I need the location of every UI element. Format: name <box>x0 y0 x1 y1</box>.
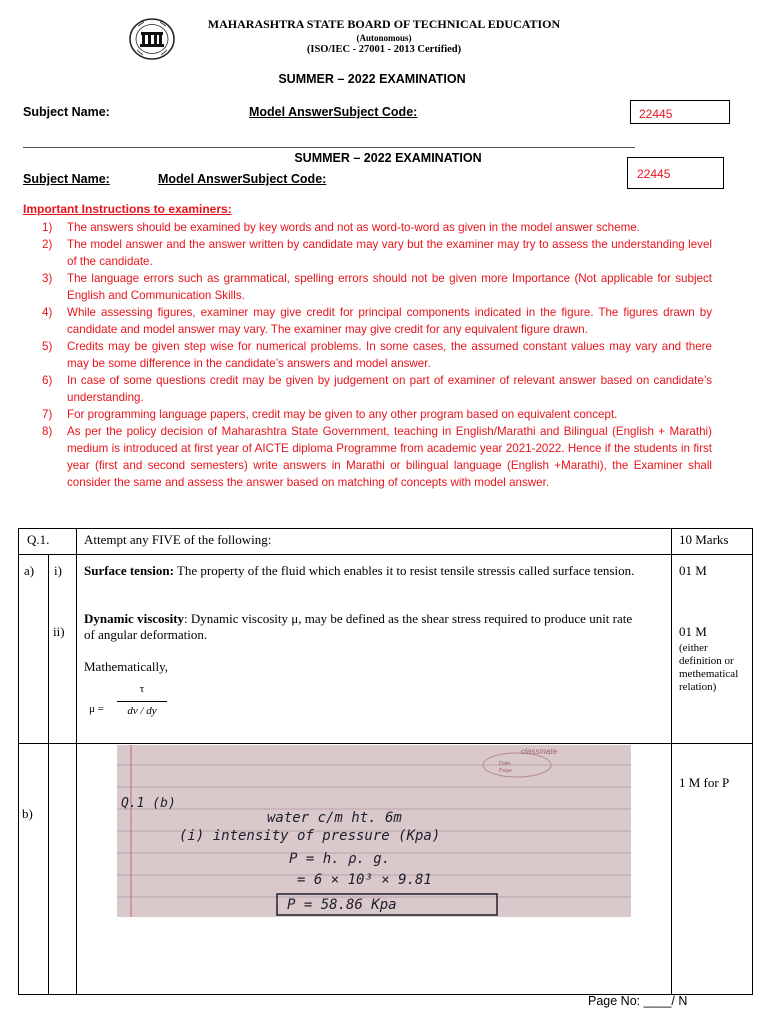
dynamic-viscosity-definition: Dynamic viscosity: Dynamic viscosity μ, may be defined as the shear stress required to produce unit rate of angular deformation. <box>84 611 633 642</box>
model-answer-label: Model AnswerSubject Code: <box>249 105 418 119</box>
table-border-right <box>752 528 753 994</box>
handwritten-answer-image <box>117 745 631 917</box>
handwriting-line: (i) intensity of pressure (Kpa) <box>179 828 441 844</box>
notebook-page-label: Page <box>499 768 512 774</box>
header-divider <box>23 147 635 148</box>
org-name: MAHARASHTRA STATE BOARD OF TECHNICAL EDUCATION <box>207 17 561 31</box>
marks-part-i: 01 M <box>679 563 707 578</box>
instructions-title: Important Instructions to examiners: <box>23 202 232 216</box>
mathematically-label: Mathematically, <box>84 659 168 674</box>
handwriting-question-ref: Q.1 (b) <box>121 796 176 811</box>
notebook-date-label: Date <box>499 761 511 767</box>
instructions-list <box>42 219 712 491</box>
instruction-item: 8) As per the policy decision of Maharashtra State Government, teaching in English/Marathi and Bilingual (English + Marathi) medium is introduced at first year of AICTE diploma Programme from academic year 2021-2022. Hence if the students in first year (first and second semesters) write answers in Marathi or bilingual language (English +Marathi), the Examiner shall consider the same and assess the answer based on matching of concepts with model answer. <box>42 425 712 489</box>
table-row-divider <box>18 554 753 555</box>
instruction-item: 1) The answers should be examined by key words and not as word-to-word as given in the model answer scheme. <box>42 221 640 234</box>
instruction-item: 6) In case of some questions credit may be given by judgement on part of examiner of relevant answer based on candidate’s understanding. <box>42 374 712 404</box>
marks-part-b: 1 M for P <box>679 775 730 790</box>
sub-question-a: a) <box>24 563 35 578</box>
instruction-item: 7) For programming language papers, credit may be given to any other program based on equivalent concept. <box>42 408 618 421</box>
notebook-brand: classmate <box>521 747 558 756</box>
exam-title-repeat: SUMMER – 2022 EXAMINATION <box>294 151 482 165</box>
table-col-divider <box>671 528 672 994</box>
formula-fraction-bar <box>117 701 167 702</box>
subject-code-repeat: 22445 <box>637 167 671 181</box>
table-col-divider <box>76 528 77 994</box>
subject-code-box-repeat <box>627 157 724 189</box>
sub-question-b: b) <box>22 806 33 821</box>
handwriting-answer: P = 58.86 Kpa <box>287 897 397 913</box>
instruction-item: 2) The model answer and the answer written by candidate may vary but the examiner may try to assess the understanding level of the candidate. <box>42 238 712 268</box>
formula-denominator: dv / dy <box>127 705 157 717</box>
handwriting-line: P = h. ρ. g. <box>289 851 391 867</box>
question-text: Attempt any FIVE of the following: <box>84 532 272 547</box>
question-number: Q.1. <box>27 532 50 547</box>
formula-numerator: τ <box>139 683 145 695</box>
subject-code-box <box>630 100 730 124</box>
handwriting-line: = 6 × 10³ × 9.81 <box>297 872 432 888</box>
page-number: Page No: ____/ N <box>588 994 688 1008</box>
instruction-item: 3) The language errors such as grammatical, spelling errors should not be given more Importance (Not applicable for subject English and Communication Skills. <box>42 272 712 302</box>
marks-part-ii: 01 M <box>679 624 707 639</box>
table-border-left <box>18 528 19 994</box>
instruction-item: 5) Credits may be given step wise for numerical problems. In some cases, the assumed constant values may vary and there may be some difference in the candidate’s answers and model answer. <box>42 340 712 370</box>
org-subtitle: (Autonomous) <box>356 33 412 43</box>
instruction-item: 4) While assessing figures, examiner may give credit for principal components indicated in the figure. The figures drawn by candidate and model answer may vary. The examiner may give credit for any equivalent figure drawn. <box>42 306 712 336</box>
handwriting-line: water c/m ht. 6m <box>267 810 402 826</box>
subject-name-label: Subject Name: <box>23 105 110 119</box>
part-ii-label: ii) <box>53 624 65 639</box>
marks-note: (either definition or methematical relation) <box>679 642 739 693</box>
table-row-divider <box>18 743 753 744</box>
question-marks: 10 Marks <box>679 532 729 547</box>
table-col-divider <box>48 554 49 994</box>
exam-title: SUMMER – 2022 EXAMINATION <box>278 72 466 86</box>
surface-tension-definition: Surface tension: The property of the fluid which enables it to resist tensile stressis called surface tension. <box>84 563 635 578</box>
subject-code: 22445 <box>639 107 673 121</box>
formula-lhs: μ = <box>89 703 104 715</box>
org-certification: (ISO/IEC - 27001 - 2013 Certified) <box>306 44 462 55</box>
model-answer-label-repeat: Model AnswerSubject Code: <box>158 172 327 186</box>
part-i-label: i) <box>54 563 62 578</box>
table-border-top <box>18 528 753 529</box>
subject-name-label-repeat: Subject Name: <box>23 172 110 186</box>
